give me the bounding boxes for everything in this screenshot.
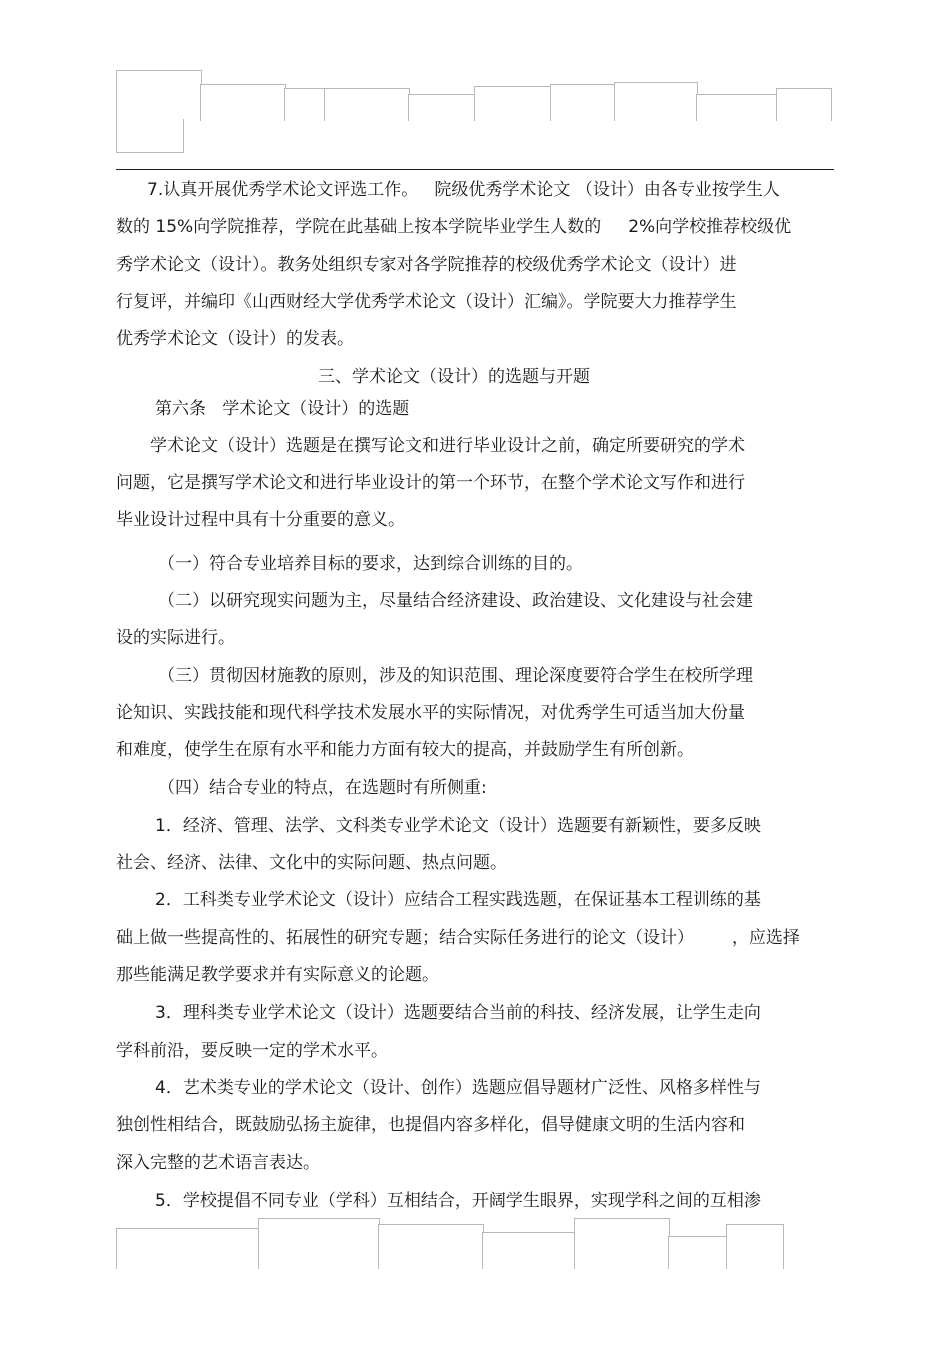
text-line: 行复评，并编印《山西财经大学优秀学术论文（设计）汇编》。学院要大力推荐学生 [116,292,737,312]
text-line: 问题，它是撰写学术论文和进行毕业设计的第一个环节，在整个学术论文写作和进行 [116,473,745,493]
text-line: （一）符合专业培养目标的要求，达到综合训练的目的。 [158,554,583,574]
text-line: 设的实际进行。 [116,628,235,648]
article-heading: 第六条 学术论文（设计）的选题 [155,399,410,419]
text-line: 毕业设计过程中具有十分重要的意义。 [116,510,405,530]
text-line: 学术论文（设计）选题是在撰写论文和进行毕业设计之前，确定所要研究的学术 [150,436,745,456]
text-line: （三）贯彻因材施教的原则，涉及的知识范围、理论深度要符合学生在校所学理 [158,666,753,686]
text-line: 独创性相结合，既鼓励弘扬主旋律，也提倡内容多样化，倡导健康文明的生活内容和 [116,1115,745,1135]
text-line: 论知识、实践技能和现代科学技术发展水平的实际情况，对优秀学生可适当加大份量 [116,703,745,723]
text-line: 数的 15%向学院推荐，学院在此基础上按本学院毕业学生人数的 2%向学校推荐校级优 [116,217,792,237]
text-line: 础上做一些提高性的、拓展性的研究专题；结合实际任务进行的论文（设计） ，应选择 [116,928,800,948]
text-line: 学科前沿，要反映一定的学术水平。 [116,1041,388,1061]
list-item: 3．理科类专业学术论文（设计）选题要结合当前的科技、经济发展，让学生走向 [155,1003,761,1023]
list-item: 4．艺术类专业的学术论文（设计、创作）选题应倡导题材广泛性、风格多样性与 [155,1078,761,1098]
text-line: 秀学术论文（设计）。教务处组织专家对各学院推荐的校级优秀学术论文（设计）进 [116,255,737,275]
text-line: 那些能满足教学要求并有实际意义的论题。 [116,965,439,985]
text-line: 社会、经济、法律、文化中的实际问题、热点问题。 [116,853,507,873]
list-item: 5．学校提倡不同专业（学科）互相结合，开阔学生眼界，实现学科之间的互相渗 [155,1191,761,1211]
list-item: 1．经济、管理、法学、文科类专业学术论文（设计）选题要有新颖性，要多反映 [155,816,761,836]
list-item: 2．工科类专业学术论文（设计）应结合工程实践选题，在保证基本工程训练的基 [155,890,761,910]
text-line: （四）结合专业的特点，在选题时有所侧重: [158,778,487,798]
section-heading: 三、学术论文（设计）的选题与开题 [318,367,590,387]
text-line: 优秀学术论文（设计）的发表。 [116,329,354,349]
text-line: 和难度，使学生在原有水平和能力方面有较大的提高，并鼓励学生有所创新。 [116,740,694,760]
text-line: （二）以研究现实问题为主，尽量结合经济建设、政治建设、文化建设与社会建 [158,591,753,611]
text-line: 7.认真开展优秀学术论文评选工作。 院级优秀学术论文 （设计）由各专业按学生人 [147,180,780,200]
header-rule [116,169,834,170]
text-line: 深入完整的艺术语言表达。 [116,1153,320,1173]
